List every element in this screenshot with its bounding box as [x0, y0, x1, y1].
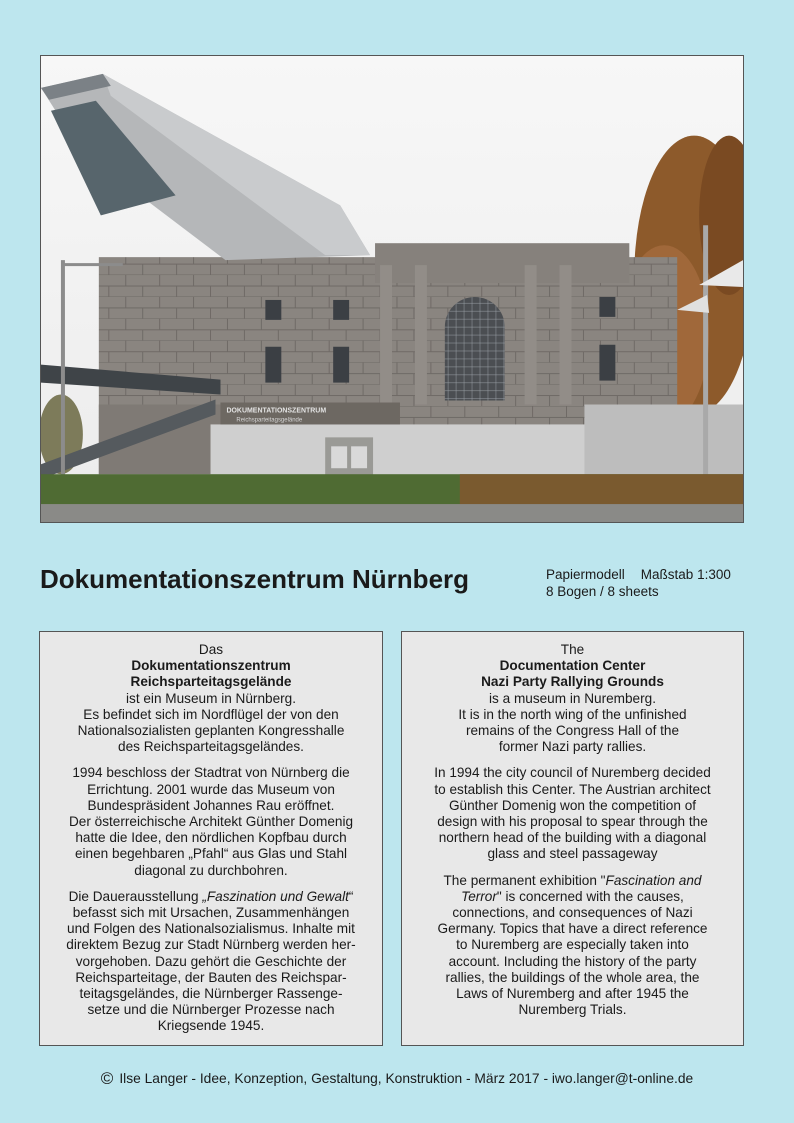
building-photo: [40, 55, 744, 523]
building-sign-line1: DOKUMENTATIONSZENTRUM: [226, 407, 327, 415]
page-title: Dokumentationszentrum Nürnberg: [40, 564, 470, 594]
footer-text: Ilse Langer - Idee, Konzeption, Gestaltung, Konstruktion - März 2017 - iwo.langer@t-online.de: [119, 1071, 694, 1086]
german-exhibition: Die Dauerausstellung „Faszination und Gewalt“ befasst sich mit Ursachen, Zusammenhängen und Folgen des Nationalsozialismus. Inhalte mit direktem Bezug zur Stadt Nürnberg werden her- vorgehoben. Dazu gehört die Geschichte der Reichsparteitage, der Bauten des Reichspar- teitagsgeländes, die Nürnberger Rassenge- setze und die Nürnberger Prozesse nach Kriegsende 1945.: [66, 888, 356, 1034]
model-sheets: 8 Bogen / 8 sheets: [546, 584, 659, 599]
english-history: In 1994 the city council of Nuremberg decided to establish this Center. The Austrian architect Günther Domenig won the competition of design with his proposal to spear through the northern head of the building with a diagonal glass and steel passageway: [434, 765, 711, 862]
english-exhibition: The permanent exhibition "Fascination and Terror" is concerned with the causes, connections, and consequences of Nazi Germany. Topics that have a direct reference to Nuremberg are especially taken into account. Including the history of the party rallies, the buildings of the whole area, the Laws of Nuremberg and after 1945 the Nuremberg Trials.: [437, 872, 708, 1018]
model-info: [546, 566, 731, 600]
german-description-panel: [39, 631, 383, 1046]
english-intro: The Documentation Center Nazi Party Rallying Grounds is a museum in Nuremberg. It is in the north wing of the unfinished remains of the Congress Hall of the former Nazi party rallies.: [458, 642, 687, 755]
building-sign-line2: Reichsparteitagsgelände: [236, 417, 303, 424]
german-intro: Das Dokumentationszentrum Reichsparteitagsgelände ist ein Museum in Nürnberg. Es befindet sich im Nordflügel der von den Nationalsozialisten geplanten Kongresshalle des Reichsparteitagsgeländes.: [77, 642, 345, 755]
german-history: 1994 beschloss der Stadtrat von Nürnberg die Errichtung. 2001 wurde das Museum von Bundespräsident Johannes Rau eröffnet. Der österreichische Architekt Günther Domenig hatte die Idee, den nördlichen Kopfbau durch einen begehbaren „Pfahl“ aus Glas und Stahl diagonal zu durchbohren.: [68, 765, 354, 878]
model-type: Papiermodell: [546, 567, 625, 582]
footer-credits: [0, 1068, 794, 1088]
model-scale: Maßstab 1:300: [640, 567, 731, 582]
copyright-icon: ©: [100, 1069, 114, 1088]
english-description-panel: [401, 631, 744, 1046]
